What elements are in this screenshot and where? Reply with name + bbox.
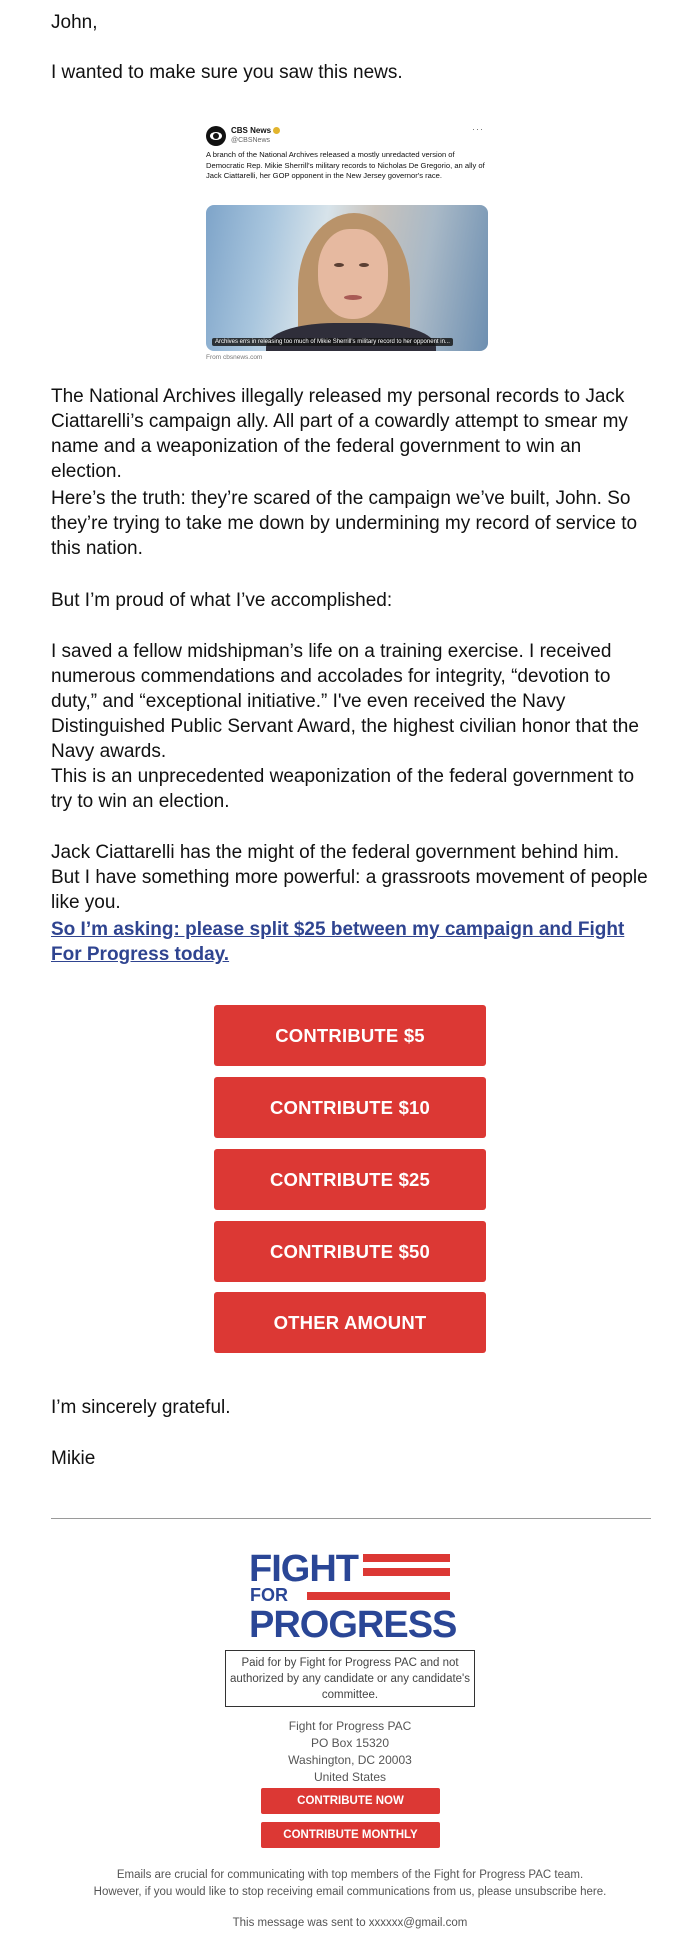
tweet-handle: @CBSNews [231,137,271,144]
tweet-text: A branch of the National Archives released a mostly unredacted version of Democratic Rep. Mikie Sherrill's military records to Nicholas De Gregorio, an ally of Jack Ciattarelli, her GOP opponent in the New Jersey governor's race. [206,150,485,180]
paragraph-weaponization: This is an unprecedented weaponization of the federal government to try to win an election. [51,766,635,812]
country-line: United States [313,1770,387,1784]
photo-face-shape [318,229,388,319]
tweet-account-name: CBS News [231,126,280,135]
paragraph-proud: But I’m proud of what I’ve accomplished: [51,590,393,611]
contribute-now-button[interactable]: CONTRIBUTE NOW [261,1788,440,1814]
photo-caption: Archives errs in releasing too much of Mikie Sherrill's military record to her opponent in... [212,338,453,346]
fight-for-progress-logo [249,1548,457,1646]
contribute-10-button[interactable]: CONTRIBUTE $10 [214,1077,486,1138]
sent-to-line: This message was sent to xxxxxx@gmail.com [232,1917,468,1929]
po-box: PO Box 15320 [310,1736,390,1750]
tweet-photo[interactable] [206,205,488,351]
cbs-eye-logo-icon [206,126,226,146]
paragraph-truth: Here’s the truth: they’re scared of the campaign we’ve built, John. So they’re trying to take me down by undermining my record of service to this nation. [51,488,638,559]
contribute-5-button[interactable]: CONTRIBUTE $5 [214,1005,486,1066]
logo-word-progress: PROGRESS [249,1604,457,1646]
paragraph-accomplishments: I saved a fellow midshipman’s life on a training exercise. I received numerous commendations and accolades for integrity, “devotion to duty,” and “exceptional initiative.” I've even received the Navy Distinguished Public Servant Award, the highest civilian honor that the Navy awards. [51,641,639,762]
contribute-25-button[interactable]: CONTRIBUTE $25 [214,1149,486,1210]
embedded-tweet[interactable] [206,118,488,364]
photo-eye-shape [359,263,369,267]
unsubscribe-text-line1: Emails are crucial for communicating with top members of the Fight for Progress PAC team. [116,1869,584,1881]
unsubscribe-text-line2[interactable]: However, if you would like to stop receiving email communications from us, please unsubscribe here. [93,1886,607,1898]
ask-link[interactable]: So I’m asking: please split $25 between my campaign and Fight For Progress today. [51,919,625,965]
logo-word-fight: FIGHT [249,1548,358,1590]
logo-stripe [363,1554,450,1562]
footer-divider [51,1518,651,1519]
logo-stripe [307,1592,450,1600]
logo-word-for: FOR [250,1585,288,1605]
photo-mouth-shape [344,295,362,300]
greeting: John, [51,12,98,33]
photo-eye-shape [334,263,344,267]
tweet-source: From cbsnews.com [206,354,263,361]
paid-for-disclaimer: Paid for by Fight for Progress PAC and not authorized by any candidate or any candidate's committee. [225,1650,475,1707]
paragraph-archives: The National Archives illegally released my personal records to Jack Ciattarelli’s campaign ally. All part of a cowardly attempt to smear my name and a weaponization of the federal government to win an election. [51,386,628,482]
paragraph-grassroots: Jack Ciattarelli has the might of the federal government behind him. But I have something more powerful: a grassroots movement of people like you. [51,842,648,913]
contribute-monthly-button[interactable]: CONTRIBUTE MONTHLY [261,1822,440,1848]
other-amount-button[interactable]: OTHER AMOUNT [214,1292,486,1353]
city-line: Washington, DC 20003 [288,1753,412,1767]
verified-badge-icon [273,127,280,134]
photo-shoulders-shape [266,323,436,351]
contribute-50-button[interactable]: CONTRIBUTE $50 [214,1221,486,1282]
closing-line: I’m sincerely grateful. [51,1397,231,1418]
org-name: Fight for Progress PAC [288,1719,412,1733]
signature: Mikie [51,1448,96,1469]
tweet-header [206,122,488,144]
more-options-icon[interactable]: ··· [472,124,484,134]
logo-stripe [363,1568,450,1576]
intro-paragraph: I wanted to make sure you saw this news. [51,62,403,83]
